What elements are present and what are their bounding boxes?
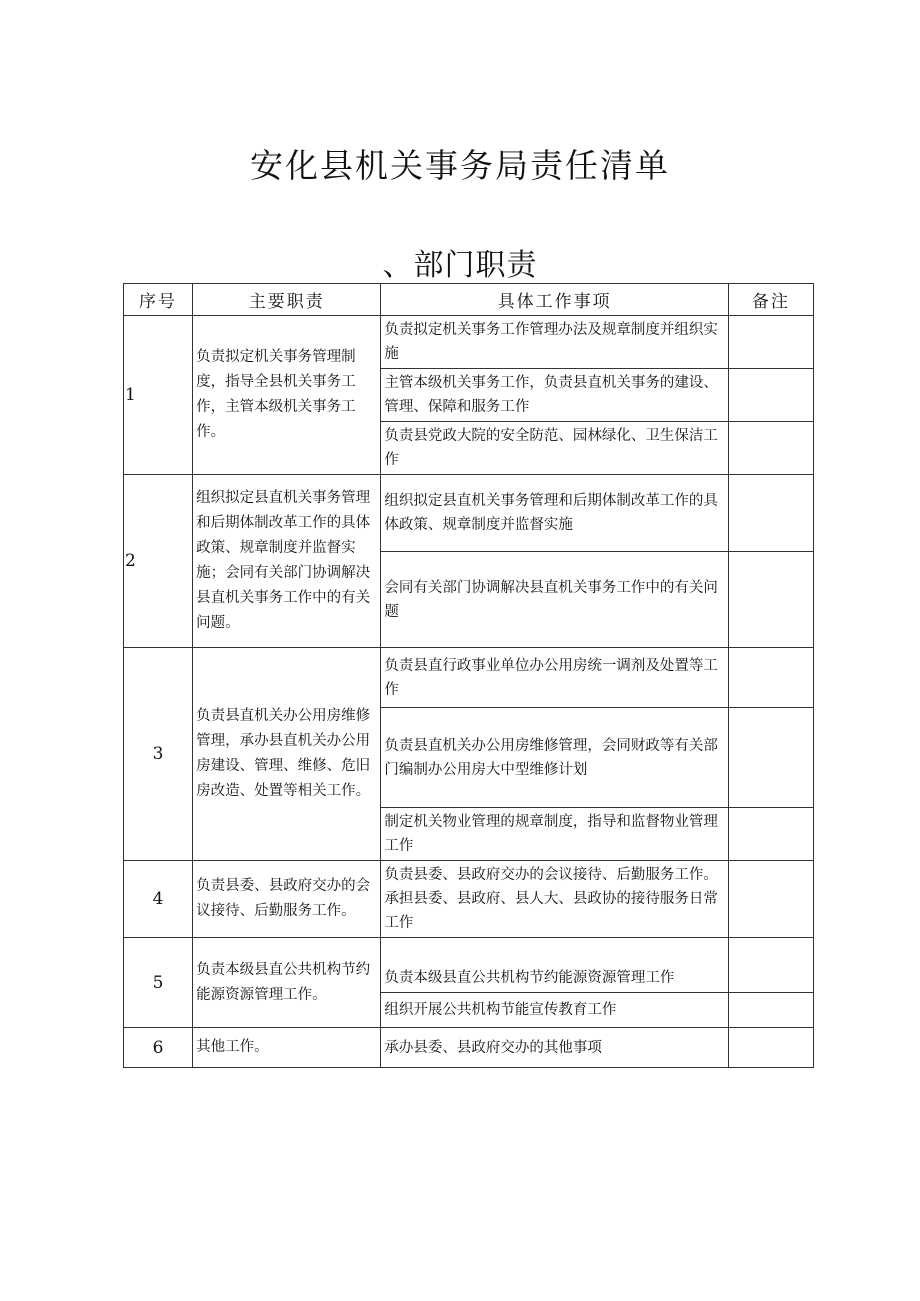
task-cell: 负责县党政大院的安全防范、园林绿化、卫生保洁工作 xyxy=(381,422,729,475)
main-duty-cell: 负责县委、县政府交办的会议接待、后勤服务工作。 xyxy=(193,861,381,938)
row-number: 3 xyxy=(124,648,193,861)
task-cell: 负责县委、县政府交办的会议接待、后勤服务工作。承担县委、县政府、县人大、县政协的接待服务日常工作 xyxy=(381,861,729,938)
row-number: 2 xyxy=(124,475,193,648)
table-row xyxy=(124,1028,814,1068)
note-cell xyxy=(728,475,813,552)
main-duty-cell: 组织拟定县直机关事务管理和后期体制改革工作的具体政策、规章制度并监督实施；会同有关部门协调解决县直机关事务工作中的有关问题。 xyxy=(193,475,381,648)
note-cell xyxy=(728,993,813,1028)
note-cell xyxy=(728,648,813,708)
note-cell xyxy=(728,316,813,369)
note-cell xyxy=(728,552,813,648)
header-no: 序号 xyxy=(124,284,193,316)
section-heading: 、部门职责 xyxy=(382,248,538,283)
task-cell: 主管本级机关事务工作，负责县直机关事务的建设、管理、保障和服务工作 xyxy=(381,369,729,422)
row-number: 6 xyxy=(124,1028,193,1068)
task-cell: 负责拟定机关事务工作管理办法及规章制度并组织实施 xyxy=(381,316,729,369)
task-cell: 承办县委、县政府交办的其他事项 xyxy=(381,1028,729,1068)
task-cell: 负责本级县直公共机构节约能源资源管理工作 xyxy=(381,938,729,993)
header-task: 具体工作事项 xyxy=(381,284,729,316)
responsibility-table xyxy=(123,283,814,1068)
row-number: 1 xyxy=(124,316,193,475)
note-cell xyxy=(728,938,813,993)
main-duty-cell: 负责县直机关办公用房维修管理，承办县直机关办公用房建设、管理、维修、危旧房改造、处置等相关工作。 xyxy=(193,648,381,861)
main-duty-cell: 负责本级县直公共机构节约能源资源管理工作。 xyxy=(193,938,381,1028)
main-duty-cell: 负责拟定机关事务管理制度，指导全县机关事务工作，主管本级机关事务工作。 xyxy=(193,316,381,475)
task-cell: 负责县直行政事业单位办公用房统一调剂及处置等工作 xyxy=(381,648,729,708)
note-cell xyxy=(728,1028,813,1068)
row-number: 5 xyxy=(124,938,193,1028)
table-header-row xyxy=(124,284,814,316)
table-row xyxy=(124,861,814,938)
document-title: 安化县机关事务局责任清单 xyxy=(250,146,670,185)
table-row xyxy=(124,475,814,552)
table-row xyxy=(124,316,814,369)
table-row xyxy=(124,938,814,993)
header-main-duty: 主要职责 xyxy=(193,284,381,316)
task-cell: 组织拟定县直机关事务管理和后期体制改革工作的具体政策、规章制度并监督实施 xyxy=(381,475,729,552)
main-duty-cell: 其他工作。 xyxy=(193,1028,381,1068)
task-cell: 制定机关物业管理的规章制度，指导和监督物业管理工作 xyxy=(381,808,729,861)
task-cell: 负责县直机关办公用房维修管理，会同财政等有关部门编制办公用房大中型维修计划 xyxy=(381,708,729,808)
note-cell xyxy=(728,861,813,938)
table-row xyxy=(124,648,814,708)
note-cell xyxy=(728,422,813,475)
note-cell xyxy=(728,808,813,861)
task-cell: 会同有关部门协调解决县直机关事务工作中的有关问题 xyxy=(381,552,729,648)
row-number: 4 xyxy=(124,861,193,938)
note-cell xyxy=(728,369,813,422)
note-cell xyxy=(728,708,813,808)
task-cell: 组织开展公共机构节能宣传教育工作 xyxy=(381,993,729,1028)
header-note: 备注 xyxy=(728,284,813,316)
